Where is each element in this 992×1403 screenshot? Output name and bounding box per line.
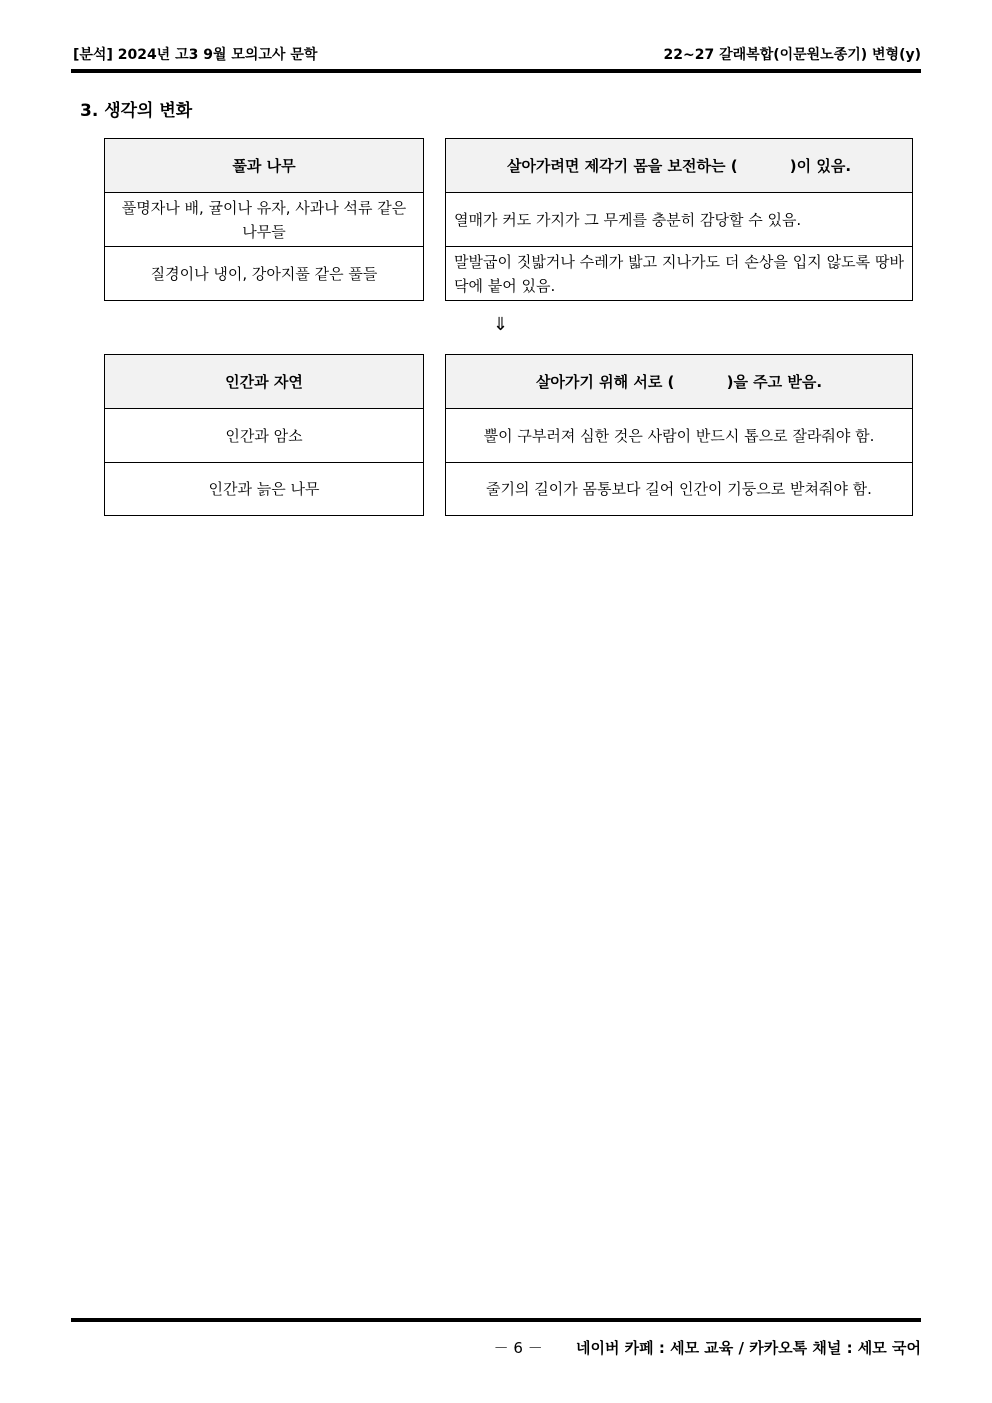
human-nature-table xyxy=(104,354,424,516)
survival-method-table xyxy=(445,138,913,301)
page-footer xyxy=(494,1337,921,1358)
table-cell: 인간과 늙은 나무 xyxy=(105,463,424,516)
header-subtitle: 22~27 갈래복합(이문원노종기) 변형(y) xyxy=(663,47,921,63)
table-heading: 살아가기 위해 서로 ( )을 주고 받음. xyxy=(446,355,913,409)
table-cell: 질경이나 냉이, 강아지풀 같은 풀들 xyxy=(105,247,424,301)
section-title: 3. 생각의 변화 xyxy=(80,101,193,121)
table-cell: 풀명자나 배, 귤이나 유자, 사과나 석류 같은 나무들 xyxy=(105,193,424,247)
table-cell: 인간과 암소 xyxy=(105,409,424,463)
table-cell: 열매가 커도 가지가 그 무게를 충분히 감당할 수 있음. xyxy=(446,193,913,247)
table-heading: 풀과 나무 xyxy=(105,139,424,193)
page-number: － 6 － xyxy=(493,1339,543,1357)
grass-tree-table xyxy=(104,138,424,301)
table-heading: 살아가려면 제각기 몸을 보전하는 ( )이 있음. xyxy=(446,139,913,193)
header-divider xyxy=(71,69,921,73)
page-header xyxy=(71,44,921,66)
footer-text: 네이버 카페 : 세모 교육 / 카카오톡 채널 : 세모 국어 xyxy=(575,1339,921,1357)
down-arrow-icon: ⇓ xyxy=(493,314,509,335)
mutual-exchange-table xyxy=(445,354,913,516)
table-cell: 뿔이 구부러져 심한 것은 사람이 반드시 톱으로 잘라줘야 함. xyxy=(446,409,913,463)
footer-divider xyxy=(71,1318,921,1322)
table-heading: 인간과 자연 xyxy=(105,355,424,409)
table-cell: 줄기의 길이가 몸통보다 길어 인간이 기둥으로 받쳐줘야 함. xyxy=(446,463,913,516)
table-cell: 말발굽이 짓밟거나 수레가 밟고 지나가도 더 손상을 입지 않도록 땅바닥에 붙어 있음. xyxy=(446,247,913,301)
header-title: [분석] 2024년 고3 9월 모의고사 문학 xyxy=(73,47,318,63)
